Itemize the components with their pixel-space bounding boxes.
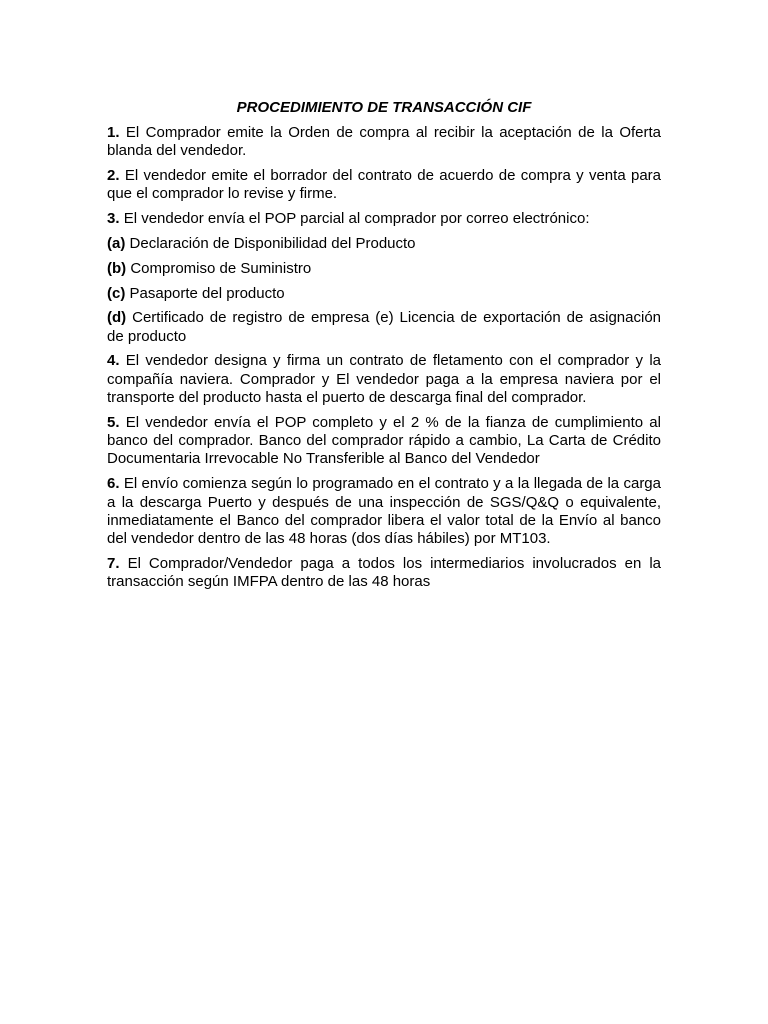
item-text: Compromiso de Suministro [130,259,312,277]
step-number: 5. [107,413,120,431]
step-number: 3. [107,210,120,228]
step-number: 2. [107,167,120,185]
paragraph-item-c [107,285,661,303]
step-text: El vendedor envía el POP parcial al comprador por correo electrónico: [123,210,590,228]
item-text: Certificado de registro de empresa (e) Licencia de exportación de asignación de producto [107,309,661,345]
step-number: 7. [107,554,120,572]
paragraph-step-7 [107,555,661,592]
step-text: El vendedor emite el borrador del contrato de acuerdo de compra y venta para que el comprador lo revise y firme. [107,167,662,203]
paragraph-step-3 [107,210,661,228]
paragraph-step-1 [107,124,661,161]
step-text: El envío comienza según lo programado en el contrato y a la llegada de la carga a la descarga Puerto y después de una inspección de SGS/Q&Q o equivalente, inmediatamente el Banco del comprador libera el valor total de la Envío al banco del vendedor dentro de las 48 horas (dos días hábiles) por MT103. [107,475,661,548]
item-letter: (c) [107,284,126,302]
item-text: Pasaporte del producto [129,284,285,302]
item-letter: (a) [107,234,126,252]
paragraph-step-4 [107,352,661,407]
paragraph-step-6 [107,475,661,548]
paragraph-item-d [107,309,661,346]
step-text: El Comprador/Vendedor paga a todos los intermediarios involucrados en la transacción según IMFPA dentro de las 48 horas [107,554,661,591]
step-number: 4. [107,352,120,370]
step-number: 1. [107,124,120,141]
step-number: 6. [107,475,120,493]
paragraph-item-a [107,235,661,253]
paragraph-step-5 [107,414,661,469]
paragraph-step-2 [107,167,661,204]
item-letter: (d) [107,309,127,327]
document-title: PROCEDIMIENTO DE TRANSACCIÓN CIF [236,99,532,116]
step-text: El Comprador emite la Orden de compra al recibir la aceptación de la Oferta blanda del vendedor. [107,124,661,160]
document-page [107,99,661,598]
paragraph-item-b [107,260,661,278]
step-text: El vendedor envía el POP completo y el 2 % de la fianza de cumplimiento al banco del comprador. Banco del comprador rápido a cambio, La Carta de Crédito Documentaria Irrevocable No Transferible al Banco del Vendedor [107,413,661,468]
step-text: El vendedor designa y firma un contrato de fletamento con el comprador y la compañía naviera. Comprador y El vendedor paga a la empresa naviera por el transporte del producto hasta el puerto de descarga final del comprador. [107,352,661,407]
item-letter: (b) [107,259,127,277]
item-text: Declaración de Disponibilidad del Producto [129,234,416,252]
